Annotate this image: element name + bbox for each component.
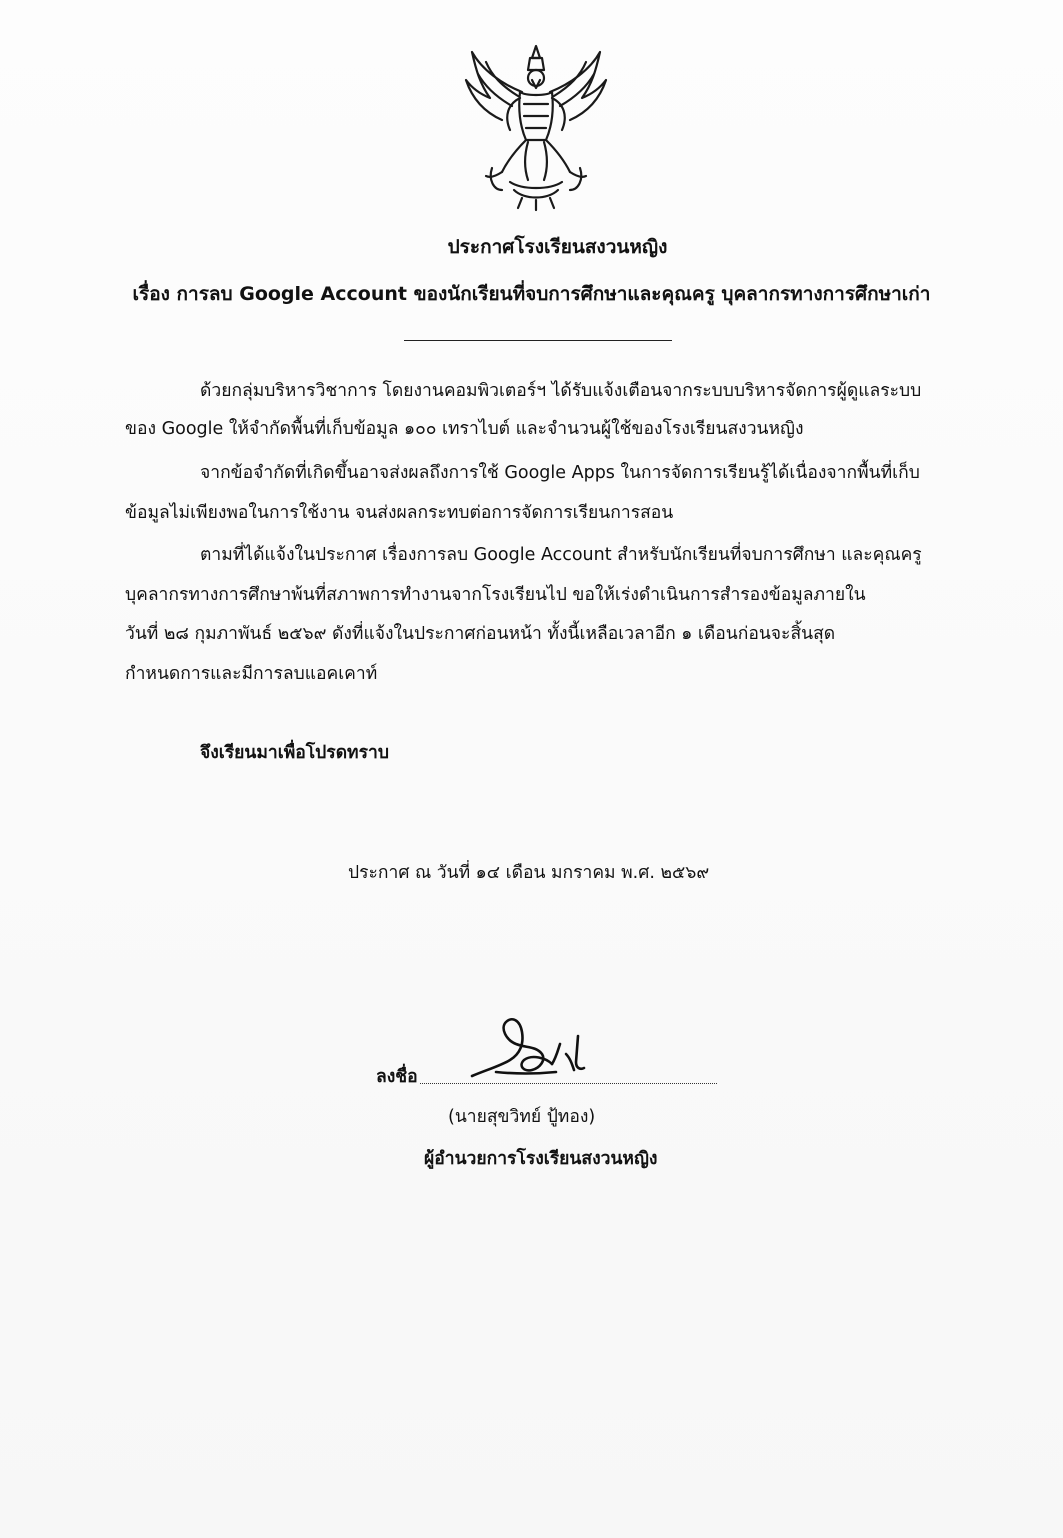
signature-label: ลงชื่อ bbox=[376, 1067, 418, 1087]
body-paragraph-line: บุคลากรทางการศึกษาพ้นที่สภาพการทำงานจากโรงเรียนไป ขอให้เร่งดำเนินการสำรองข้อมูลภายใน bbox=[125, 585, 866, 605]
garuda-emblem-icon bbox=[462, 40, 610, 212]
title-divider bbox=[404, 340, 672, 341]
document-subject: เรื่อง การลบ Google Account ของนักเรียนที่จบการศึกษาและคุณครู บุคลากรทางการศึกษาเก่า bbox=[132, 283, 931, 305]
body-paragraph-line: วันที่ ๒๘ กุมภาพันธ์ ๒๕๖๙ ดังที่แจ้งในประกาศก่อนหน้า ทั้งนี้เหลือเวลาอีก ๑ เดือนก่อนจะสิ้นสุด bbox=[125, 624, 836, 644]
body-paragraph-line: ตามที่ได้แจ้งในประกาศ เรื่องการลบ Google Account สำหรับนักเรียนที่จบการศึกษา และคุณครู bbox=[200, 545, 922, 565]
body-paragraph-line: กำหนดการและมีการลบแอคเคาท์ bbox=[125, 664, 378, 684]
handwritten-signature bbox=[466, 1010, 596, 1086]
document-title: ประกาศโรงเรียนสงวนหญิง bbox=[447, 236, 668, 258]
body-paragraph-line: ด้วยกลุ่มบริหารวิชาการ โดยงานคอมพิวเตอร์ฯ ได้รับแจ้งเตือนจากระบบบริหารจัดการผู้ดูแลระบบ bbox=[200, 381, 922, 401]
body-paragraph-line: ของ Google ให้จำกัดพื้นที่เก็บข้อมูล ๑๐๐ เทราไบต์ และจำนวนผู้ใช้ของโรงเรียนสงวนหญิง bbox=[125, 419, 804, 439]
body-paragraph-line: จากข้อจำกัดที่เกิดขึ้นอาจส่งผลถึงการใช้ Google Apps ในการจัดการเรียนรู้ได้เนื่องจากพื้นที่เก็บ bbox=[200, 463, 920, 483]
closing-line: จึงเรียนมาเพื่อโปรดทราบ bbox=[200, 743, 389, 763]
signer-name: (นายสุขวิทย์ ปู้ทอง) bbox=[448, 1107, 596, 1127]
signer-position: ผู้อำนวยการโรงเรียนสงวนหญิง bbox=[424, 1149, 658, 1169]
announcement-date: ประกาศ ณ วันที่ ๑๔ เดือน มกราคม พ.ศ. ๒๕๖๙ bbox=[348, 863, 710, 883]
body-paragraph-line: ข้อมูลไม่เพียงพอในการใช้งาน จนส่งผลกระทบต่อการจัดการเรียนการสอน bbox=[125, 503, 674, 523]
